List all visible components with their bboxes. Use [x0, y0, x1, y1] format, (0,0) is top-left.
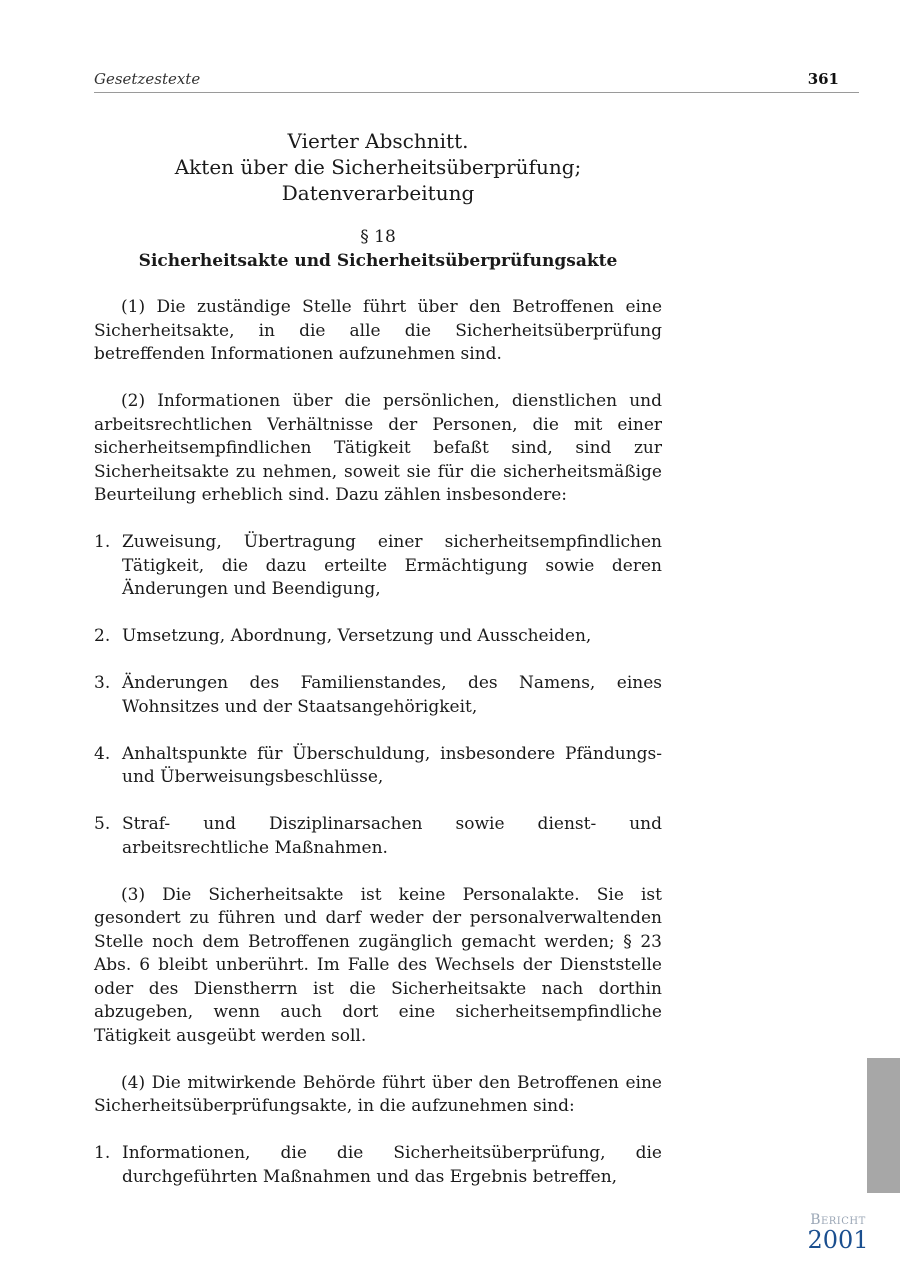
- logo-text: Bericht: [810, 1212, 866, 1228]
- logo-year: 2001: [807, 1226, 869, 1254]
- page-number: 361: [807, 70, 839, 88]
- bericht-logo: [802, 1213, 874, 1252]
- body-paragraph-2: (2) Informationen über die persönlichen, dienstlichen und arbeitsrechtlichen Verhältnisse der Personen, die mit einer sicherheitsempfindlichen Tätigkeit befaßt sind, sind zur Sicherheitsakte zu nehmen, soweit sie für die sicherheitsmäßige Beurteilung erheblich sind. Dazu zählen insbesondere:: [94, 391, 662, 505]
- section-title: [94, 128, 662, 206]
- list-item-number: 3.: [94, 673, 111, 693]
- list-item-number: 1.: [94, 532, 111, 552]
- list-item: [94, 625, 662, 649]
- section-title-line: Akten über die Sicherheitsüberprüfung;: [174, 155, 582, 179]
- list-item-text: Zuweisung, Übertragung einer sicherheitsempfindlichen Tätigkeit, die dazu erteilte Ermächtigung sowie deren Änderungen und Beendigung,: [122, 532, 662, 599]
- list-item-number: 2.: [94, 626, 111, 646]
- body-paragraph-4: (4) Die mitwirkende Behörde führt über den Betroffenen eine Sicherheitsüberprüfungsakte, in die aufzunehmen sind:: [94, 1072, 662, 1116]
- side-thumb-tab: [867, 1058, 900, 1193]
- section-title-line: Datenverarbeitung: [281, 181, 475, 205]
- header-title: Gesetzestexte: [94, 70, 201, 88]
- running-header: [94, 70, 859, 93]
- list-item-number: 1.: [94, 1143, 111, 1163]
- list-item-text: Straf- und Disziplinarsachen sowie dienst- und arbeitsrechtliche Maßnahmen.: [122, 814, 662, 858]
- section-title-line: Vierter Abschnitt.: [287, 129, 469, 153]
- paragraph-heading: Sicherheitsakte und Sicherheitsüberprüfungsakte: [138, 250, 618, 271]
- list-item-text: Anhaltspunkte für Überschuldung, insbesondere Pfändungs- und Überweisungsbeschlüsse,: [122, 743, 662, 787]
- list-item-number: 5.: [94, 814, 111, 834]
- list-item: [94, 1142, 662, 1189]
- list-item-text: Änderungen des Familienstandes, des Namens, eines Wohnsitzes und der Staatsangehörigkeit,: [122, 673, 662, 717]
- list-item-number: 4.: [94, 743, 111, 764]
- list-item: [94, 813, 662, 860]
- list-item: [94, 743, 662, 790]
- paragraph-symbol: § 18: [360, 227, 396, 247]
- list-item: [94, 672, 662, 719]
- list-item-text: Umsetzung, Abordnung, Versetzung und Ausscheiden,: [122, 626, 592, 646]
- page-content: [94, 128, 662, 1213]
- enumerated-list-2: [94, 1142, 662, 1189]
- list-item: [94, 531, 662, 602]
- body-paragraph-3: (3) Die Sicherheitsakte ist keine Personalakte. Sie ist gesondert zu führen und darf weder der personalverwaltenden Stelle noch dem Betroffenen zugänglich gemacht werden; § 23 Abs. 6 bleibt unberührt. Im Falle des Wechsels der Dienststelle oder des Dienstherrn ist die Sicherheitsakte nach dorthin abzugeben, wenn auch dort eine sicherheitsempfindliche Tätigkeit ausgeübt werden soll.: [94, 884, 662, 1046]
- body-paragraph-1: (1) Die zuständige Stelle führt über den Betroffenen eine Sicherheitsakte, in die alle die Sicherheitsüberprüfung betreffenden Informationen aufzunehmen sind.: [94, 297, 662, 364]
- list-item-text: Informationen, die die Sicherheitsüberprüfung, die durchgeführten Maßnahmen und das Ergebnis betreffen,: [122, 1143, 662, 1187]
- enumerated-list-1: [94, 531, 662, 860]
